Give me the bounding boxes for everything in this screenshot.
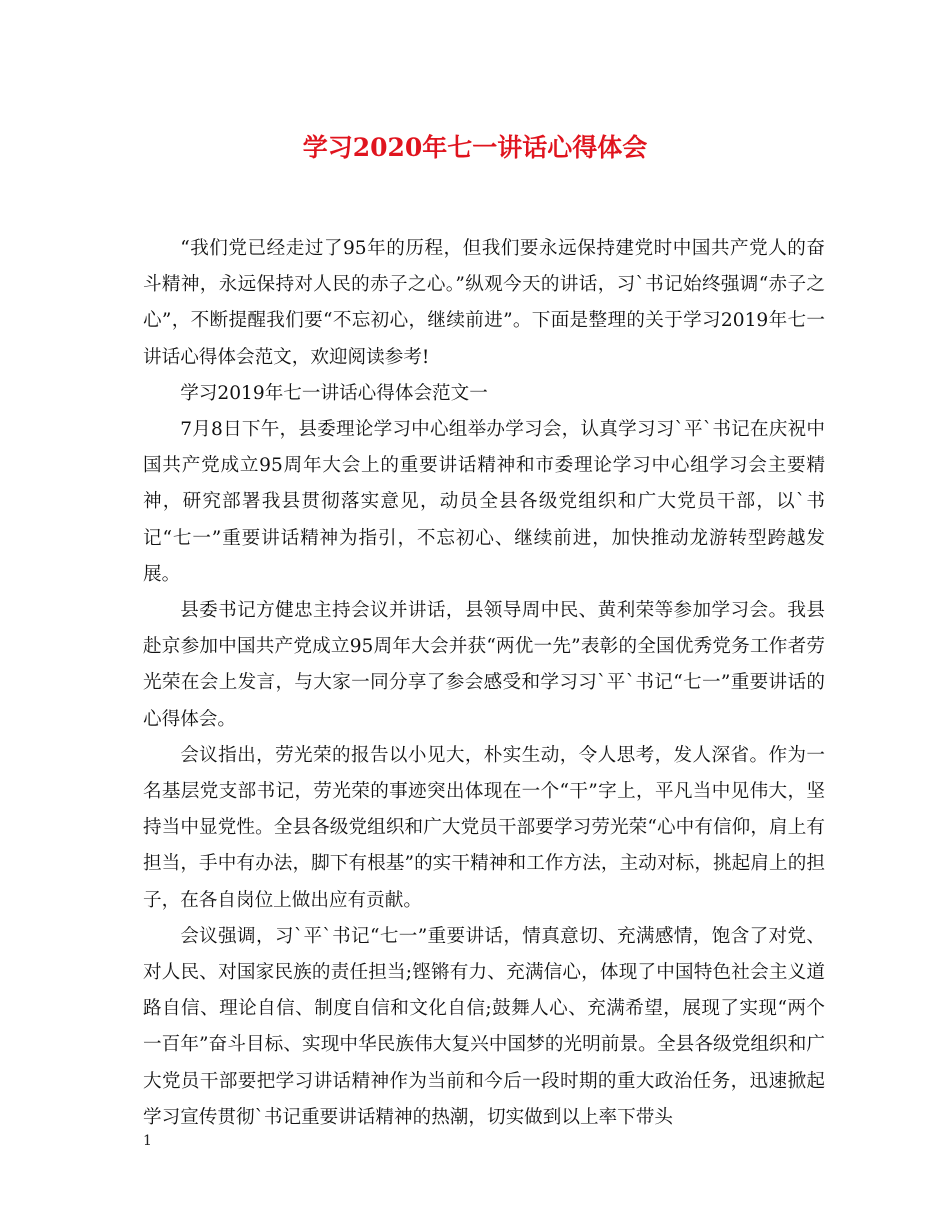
paragraph-host: 县委书记方健忠主持会议并讲话，县领导周中民、黄利荣等参加学习会。我县赴京参加中国共产党成立95周年大会并获“两优一先”表彰的全国优秀党务工作者劳光荣在会上发言，与大家一同分享了参会感受和学习习`平`书记“七一”重要讲话的心得体会。 (143, 600, 825, 730)
paragraph-meeting: 7月8日下午，县委理论学习中心组举办学习会，认真学习习`平`书记在庆祝中国共产党成立95周年大会上的重要讲话精神和市委理论学习中心组学习会主要精神，研究部署我县贯彻落实意见，动员全县各级党组织和广大党员干部，以`书记“七一”重要讲话精神为指引，不忘初心、继续前进，加快推动龙游转型跨越发展。 (143, 419, 825, 585)
page-number: 1 (143, 1133, 152, 1149)
paragraph-meeting-emphasis: 会议强调，习`平`书记“七一”重要讲话，情真意切、充满感情，饱含了对党、对人民、对国家民族的责任担当;铿锵有力、充满信心，体现了中国特色社会主义道路自信、理论自信、制度自信和文化自信;鼓舞人心、充满希望，展现了实现“两个一百年”奋斗目标、实现中华民族伟大复兴中国梦的光明前景。全县各级党组织和广大党员干部要把学习讲话精神作为当前和今后一段时期的重大政治任务，迅速掀起学习宣传贯彻`书记重要讲话精神的热潮，切实做到以上率下带头 (143, 925, 825, 1128)
paragraph-section-heading: 学习2019年七一讲话心得体会范文一 (180, 382, 488, 404)
paragraph-meeting-points: 会议指出，劳光荣的报告以小见大，朴实生动，令人思考，发人深省。作为一名基层党支部书记，劳光荣的事迹突出体现在一个“干”字上，平凡当中见伟大，坚持当中显党性。全县各级党组织和广大党员干部要学习劳光荣“心中有信仰，肩上有担当，手中有办法，脚下有根基”的实干精神和工作方法，主动对标，挑起肩上的担子，在各自岗位上做出应有贡献。 (143, 744, 825, 911)
paragraph-intro: “我们党已经走过了95年的历程，但我们要永远保持建党时中国共产党人的奋斗精神，永远保持对人民的赤子之心。”纵观今天的讲话，习`书记始终强调“赤子之心”，不断提醒我们要“不忘初心，继续前进”。下面是整理的关于学习2019年七一讲话心得体会范文，欢迎阅读参考! (143, 238, 825, 368)
document-title: 学习2020年七一讲话心得体会 (302, 133, 648, 162)
document-body (143, 231, 825, 1136)
